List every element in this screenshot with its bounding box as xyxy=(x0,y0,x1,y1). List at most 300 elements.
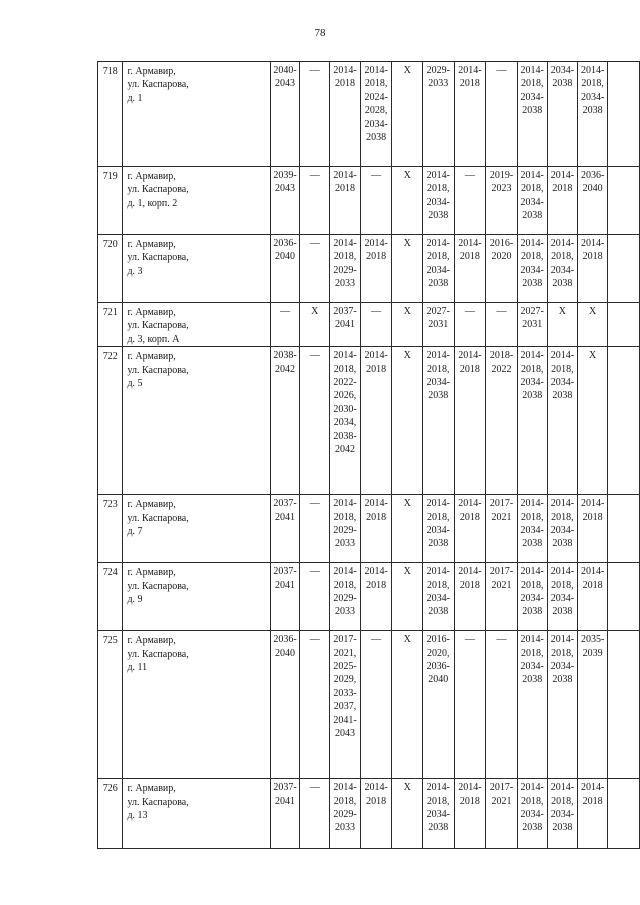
period-line: 2014- xyxy=(333,566,357,578)
period-line: 2038 xyxy=(428,606,449,618)
period-line: 2037- xyxy=(273,566,297,578)
period-line: 2014- xyxy=(333,498,357,510)
period-cell xyxy=(547,631,578,779)
period-cell xyxy=(547,303,578,347)
address-line: ул. Каспарова, xyxy=(127,648,189,660)
period-line: 2033 xyxy=(428,78,449,90)
table-row xyxy=(98,631,640,779)
period-cell xyxy=(547,347,578,495)
period-line: 2034- xyxy=(520,809,544,821)
address-line: г. Армавир, xyxy=(127,635,176,647)
period-line: 2014- xyxy=(580,498,605,510)
address-line: ул. Каспарова, xyxy=(127,184,189,196)
period-cell xyxy=(270,235,300,303)
period-cell xyxy=(392,62,423,167)
period-line: 2018, xyxy=(551,251,574,263)
period-cell xyxy=(517,167,547,235)
period-cell xyxy=(422,167,454,235)
period-cell xyxy=(300,347,330,495)
period-line: X xyxy=(403,306,411,317)
period-line: — xyxy=(496,634,507,646)
period-line: 2037- xyxy=(333,306,357,317)
period-line: 2019- xyxy=(489,170,514,181)
period-line: 2018, xyxy=(427,363,450,375)
period-line: 2034- xyxy=(520,91,544,103)
period-line: 2034- xyxy=(520,264,544,276)
period-line: 2038 xyxy=(582,105,603,117)
period-cell xyxy=(330,779,361,849)
row-number: 721 xyxy=(98,303,123,347)
period-cell xyxy=(547,235,578,303)
empty-cell xyxy=(607,563,639,631)
empty-cell xyxy=(607,167,639,235)
period-line: 2018, xyxy=(333,363,357,375)
period-line: 2016- xyxy=(489,238,514,249)
address-line: г. Армавир, xyxy=(127,239,176,250)
period-line: 2041- xyxy=(333,714,357,726)
period-line: 2028, xyxy=(364,105,388,117)
period-line: 2030- xyxy=(333,403,357,415)
period-line: 2033 xyxy=(335,606,356,618)
empty-cell xyxy=(607,303,639,347)
empty-cell xyxy=(607,779,639,849)
period-line: 2036- xyxy=(426,661,450,673)
period-line: 2014- xyxy=(426,498,450,510)
period-cell xyxy=(486,235,518,303)
period-cell xyxy=(547,167,578,235)
period-line: 2038 xyxy=(552,822,573,834)
period-line: 2018 xyxy=(459,251,480,263)
row-number: 723 xyxy=(98,495,123,563)
period-line: 2037, xyxy=(333,701,357,713)
period-line: — xyxy=(309,782,320,794)
period-cell xyxy=(392,631,423,779)
period-cell xyxy=(270,631,300,779)
address-cell xyxy=(123,167,270,235)
period-line: 2038 xyxy=(552,674,573,686)
period-line: 2040- xyxy=(273,65,297,76)
period-line: 2014- xyxy=(364,498,388,510)
row-number: 720 xyxy=(98,235,123,303)
period-line: 2014- xyxy=(520,566,544,578)
period-line: 2021 xyxy=(491,579,512,591)
period-line: 2040 xyxy=(582,183,603,195)
period-line: 2014- xyxy=(550,782,575,794)
table-row xyxy=(98,235,640,303)
address-cell xyxy=(123,62,270,167)
period-line: 2018, xyxy=(427,511,450,523)
row-number: 718 xyxy=(98,62,123,167)
period-line: 2014- xyxy=(458,782,482,794)
period-line: 2014- xyxy=(550,238,575,249)
period-cell xyxy=(330,167,361,235)
period-line: 2018 xyxy=(582,251,603,263)
period-line: 2014- xyxy=(520,65,544,76)
address-line: ул. Каспарова, xyxy=(127,252,189,264)
period-line: 2038 xyxy=(522,390,543,402)
period-line: — xyxy=(280,306,291,317)
period-line: 2027- xyxy=(426,306,450,317)
period-cell xyxy=(454,495,486,563)
address-cell xyxy=(123,303,270,347)
period-line: 2038- xyxy=(273,350,297,362)
period-cell xyxy=(454,167,486,235)
period-line: 2038 xyxy=(428,822,449,834)
period-cell xyxy=(300,62,330,167)
period-line: — xyxy=(309,170,320,181)
period-cell xyxy=(422,563,454,631)
period-cell xyxy=(422,495,454,563)
address-cell xyxy=(123,235,270,303)
period-line: 2014- xyxy=(333,782,357,794)
period-cell xyxy=(300,563,330,631)
period-cell xyxy=(270,62,300,167)
period-line: 2014- xyxy=(550,498,575,510)
address-cell xyxy=(123,563,270,631)
period-line: X xyxy=(311,306,319,317)
period-cell xyxy=(270,495,300,563)
period-line: 2018 xyxy=(582,579,603,591)
period-cell xyxy=(517,62,547,167)
period-cell xyxy=(300,631,330,779)
period-line: 2020 xyxy=(491,251,512,263)
period-line: — xyxy=(464,634,475,646)
period-line: 2018, xyxy=(333,511,357,523)
period-line: 2038 xyxy=(552,538,573,550)
period-cell xyxy=(360,303,392,347)
period-line: 2018, xyxy=(520,511,544,523)
period-cell xyxy=(300,495,330,563)
period-line: 2036- xyxy=(273,634,297,646)
period-line: 2034- xyxy=(520,525,544,537)
period-line: 2038 xyxy=(522,278,543,290)
period-cell xyxy=(392,563,423,631)
period-line: 2014- xyxy=(520,498,544,510)
period-line: 2038- xyxy=(333,430,357,442)
address-line: г. Армавир, xyxy=(127,66,176,77)
period-line: 2018 xyxy=(582,511,603,523)
address-line: ул. Каспарова, xyxy=(127,79,189,91)
period-line: 2029, xyxy=(333,674,357,686)
period-line: 2034- xyxy=(550,264,575,276)
period-line: 2018 xyxy=(459,795,480,807)
period-cell xyxy=(330,631,361,779)
period-line: 2018, xyxy=(427,579,450,591)
period-line: 2018 xyxy=(459,579,480,591)
period-line: 2041 xyxy=(275,511,296,523)
period-cell xyxy=(270,303,300,347)
table-row xyxy=(98,347,640,495)
row-number: 722 xyxy=(98,347,123,495)
period-line: 2035- xyxy=(580,634,605,646)
period-cell xyxy=(360,779,392,849)
period-line: 2014- xyxy=(520,170,544,181)
period-cell xyxy=(360,495,392,563)
period-line: 2020, xyxy=(427,647,450,659)
period-cell xyxy=(517,563,547,631)
period-line: 2039 xyxy=(582,647,603,659)
period-cell xyxy=(300,303,330,347)
period-line: 2036- xyxy=(580,170,605,181)
period-cell xyxy=(578,631,608,779)
period-line: 2029- xyxy=(333,264,357,276)
period-line: 2021 xyxy=(491,511,512,523)
period-line: 2038 xyxy=(366,132,387,144)
period-line: 2034- xyxy=(550,65,575,76)
period-line: 2018 xyxy=(366,251,387,263)
period-cell xyxy=(578,167,608,235)
period-cell xyxy=(578,347,608,495)
period-line: 2034- xyxy=(520,593,544,605)
period-line: 2018, xyxy=(551,363,574,375)
period-cell xyxy=(578,303,608,347)
period-cell xyxy=(360,167,392,235)
period-line: 2018, xyxy=(333,579,357,591)
period-line: 2014- xyxy=(550,566,575,578)
table-row xyxy=(98,779,640,849)
period-line: 2034- xyxy=(364,118,388,130)
period-line: 2024- xyxy=(364,91,388,103)
period-line: 2038 xyxy=(552,278,573,290)
period-cell xyxy=(517,303,547,347)
period-line: 2014- xyxy=(364,65,388,76)
period-line: 2018, xyxy=(520,183,544,195)
period-cell xyxy=(486,347,518,495)
row-number: 726 xyxy=(98,779,123,849)
period-line: 2018, xyxy=(427,251,450,263)
period-line: 2018, xyxy=(520,251,544,263)
period-cell xyxy=(422,62,454,167)
period-line: 2036- xyxy=(273,238,297,249)
period-line: 2034, xyxy=(333,417,357,429)
period-line: 2018- xyxy=(489,350,514,362)
address-cell xyxy=(123,495,270,563)
address-line: г. Армавир, xyxy=(127,567,176,579)
period-line: 2038 xyxy=(522,674,543,686)
period-line: 2018, xyxy=(520,78,544,90)
period-line: 2014- xyxy=(520,782,544,794)
period-line: 2037- xyxy=(273,498,297,510)
period-line: 2014- xyxy=(364,350,388,362)
row-number: 724 xyxy=(98,563,123,631)
address-line: д. 7 xyxy=(127,526,143,538)
address-line: ул. Каспарова, xyxy=(127,796,189,808)
period-line: 2018 xyxy=(366,511,387,523)
period-cell xyxy=(422,303,454,347)
period-line: 2034- xyxy=(426,377,450,389)
period-cell xyxy=(547,495,578,563)
period-line: 2038 xyxy=(522,210,543,222)
period-line: 2014- xyxy=(520,350,544,362)
period-line: 2018 xyxy=(552,183,573,195)
period-cell xyxy=(270,167,300,235)
period-cell xyxy=(360,235,392,303)
period-line: 2043 xyxy=(335,728,356,740)
period-line: 2018, xyxy=(364,78,388,90)
period-line: 2043 xyxy=(275,183,296,195)
period-cell xyxy=(517,347,547,495)
period-cell xyxy=(360,347,392,495)
period-line: 2034- xyxy=(426,593,450,605)
period-line: 2014- xyxy=(580,782,605,794)
address-line: г. Армавир, xyxy=(127,783,176,795)
period-line: 2014- xyxy=(458,498,482,510)
table-row xyxy=(98,62,640,167)
period-line: 2023 xyxy=(491,183,512,195)
period-line: — xyxy=(371,634,382,646)
period-line: 2018 xyxy=(366,795,387,807)
empty-cell xyxy=(607,235,639,303)
row-number: 719 xyxy=(98,167,123,235)
period-line: — xyxy=(309,566,320,578)
period-line: 2038 xyxy=(552,78,573,90)
period-line: 2018 xyxy=(582,795,603,807)
period-line: 2038 xyxy=(552,390,573,402)
period-line: 2038 xyxy=(522,822,543,834)
period-line: 2018 xyxy=(459,78,480,90)
period-line: 2021, xyxy=(333,647,357,659)
period-line: 2034- xyxy=(550,377,575,389)
period-line: 2039- xyxy=(273,170,297,181)
period-cell xyxy=(270,347,300,495)
period-line: 2014- xyxy=(580,238,605,249)
period-cell xyxy=(330,235,361,303)
period-line: 2029- xyxy=(333,809,357,821)
period-cell xyxy=(392,495,423,563)
period-line: 2014- xyxy=(550,350,575,362)
period-cell xyxy=(392,167,423,235)
period-line: 2014- xyxy=(426,782,450,794)
period-cell xyxy=(454,631,486,779)
period-line: 2018, xyxy=(551,647,574,659)
period-line: 2043 xyxy=(275,78,296,90)
address-line: г. Армавир, xyxy=(127,499,176,511)
period-line: 2038 xyxy=(428,210,449,222)
period-cell xyxy=(486,495,518,563)
period-line: 2038 xyxy=(552,606,573,618)
period-cell xyxy=(300,235,330,303)
empty-cell xyxy=(607,495,639,563)
period-line: 2018, xyxy=(520,579,544,591)
empty-cell xyxy=(607,347,639,495)
period-line: 2018 xyxy=(366,579,387,591)
period-line: X xyxy=(403,65,411,76)
period-cell xyxy=(517,779,547,849)
address-line: г. Армавир, xyxy=(127,351,176,363)
period-cell xyxy=(300,167,330,235)
address-line: д. 13 xyxy=(127,810,148,822)
period-line: 2014- xyxy=(426,238,450,249)
period-line: — xyxy=(309,634,320,646)
period-line: 2018, xyxy=(427,795,450,807)
period-cell xyxy=(454,563,486,631)
period-line: 2040 xyxy=(275,251,296,263)
period-line: 2018, xyxy=(520,795,544,807)
period-line: — xyxy=(496,65,507,76)
period-line: 2029- xyxy=(333,525,357,537)
address-line: д. 5 xyxy=(127,378,143,390)
period-cell xyxy=(454,62,486,167)
period-cell xyxy=(486,62,518,167)
period-line: 2034- xyxy=(520,377,544,389)
period-line: 2014- xyxy=(458,350,482,362)
period-line: 2014- xyxy=(426,350,450,362)
period-line: 2018, xyxy=(333,795,357,807)
period-line: 2014- xyxy=(580,65,605,76)
period-cell xyxy=(547,779,578,849)
period-cell xyxy=(486,167,518,235)
period-line: 2018, xyxy=(551,511,574,523)
address-line: д. 1 xyxy=(127,92,143,104)
period-line: 2014- xyxy=(458,65,482,76)
period-cell xyxy=(547,62,578,167)
period-line: 2014- xyxy=(364,782,388,794)
period-line: 2025- xyxy=(333,661,357,673)
period-cell xyxy=(360,631,392,779)
period-line: — xyxy=(309,350,320,362)
period-line: 2031 xyxy=(428,319,449,331)
period-line: X xyxy=(588,306,597,317)
period-line: 2017- xyxy=(489,566,514,578)
period-line: 2034- xyxy=(550,525,575,537)
period-line: 2017- xyxy=(489,782,514,794)
address-line: г. Армавир, xyxy=(127,171,176,182)
table-row xyxy=(98,303,640,347)
page-number: 78 xyxy=(314,27,326,39)
period-line: 2037- xyxy=(273,782,297,794)
period-line: — xyxy=(309,238,320,249)
period-line: 2038 xyxy=(522,538,543,550)
period-cell xyxy=(578,235,608,303)
period-cell xyxy=(360,62,392,167)
period-line: 2018 xyxy=(335,183,356,195)
period-cell xyxy=(486,563,518,631)
period-line: 2038 xyxy=(522,606,543,618)
period-line: 2022- xyxy=(333,377,357,389)
period-line: X xyxy=(403,170,411,181)
period-line: 2014- xyxy=(333,238,357,249)
table-row xyxy=(98,495,640,563)
period-cell xyxy=(454,779,486,849)
period-cell xyxy=(422,631,454,779)
period-cell xyxy=(300,779,330,849)
period-line: X xyxy=(403,498,411,510)
period-line: X xyxy=(588,350,597,362)
period-line: — xyxy=(309,65,320,76)
period-line: 2041 xyxy=(275,795,296,807)
period-line: 2014- xyxy=(458,238,482,249)
table-row xyxy=(98,563,640,631)
period-cell xyxy=(578,62,608,167)
period-line: 2014- xyxy=(520,238,544,249)
period-cell xyxy=(392,347,423,495)
period-line: 2034- xyxy=(520,196,544,208)
period-cell xyxy=(454,235,486,303)
period-line: 2018, xyxy=(581,78,604,90)
address-line: д. 9 xyxy=(127,594,143,606)
period-line: — xyxy=(464,170,475,181)
period-cell xyxy=(392,779,423,849)
period-line: 2014- xyxy=(333,65,357,76)
period-cell xyxy=(422,347,454,495)
period-line: 2038 xyxy=(428,278,449,290)
period-line: 2033 xyxy=(335,278,356,290)
period-line: 2040 xyxy=(428,674,449,686)
period-line: 2014- xyxy=(580,566,605,578)
period-cell xyxy=(330,563,361,631)
period-line: 2014- xyxy=(333,170,357,181)
address-cell xyxy=(123,779,270,849)
